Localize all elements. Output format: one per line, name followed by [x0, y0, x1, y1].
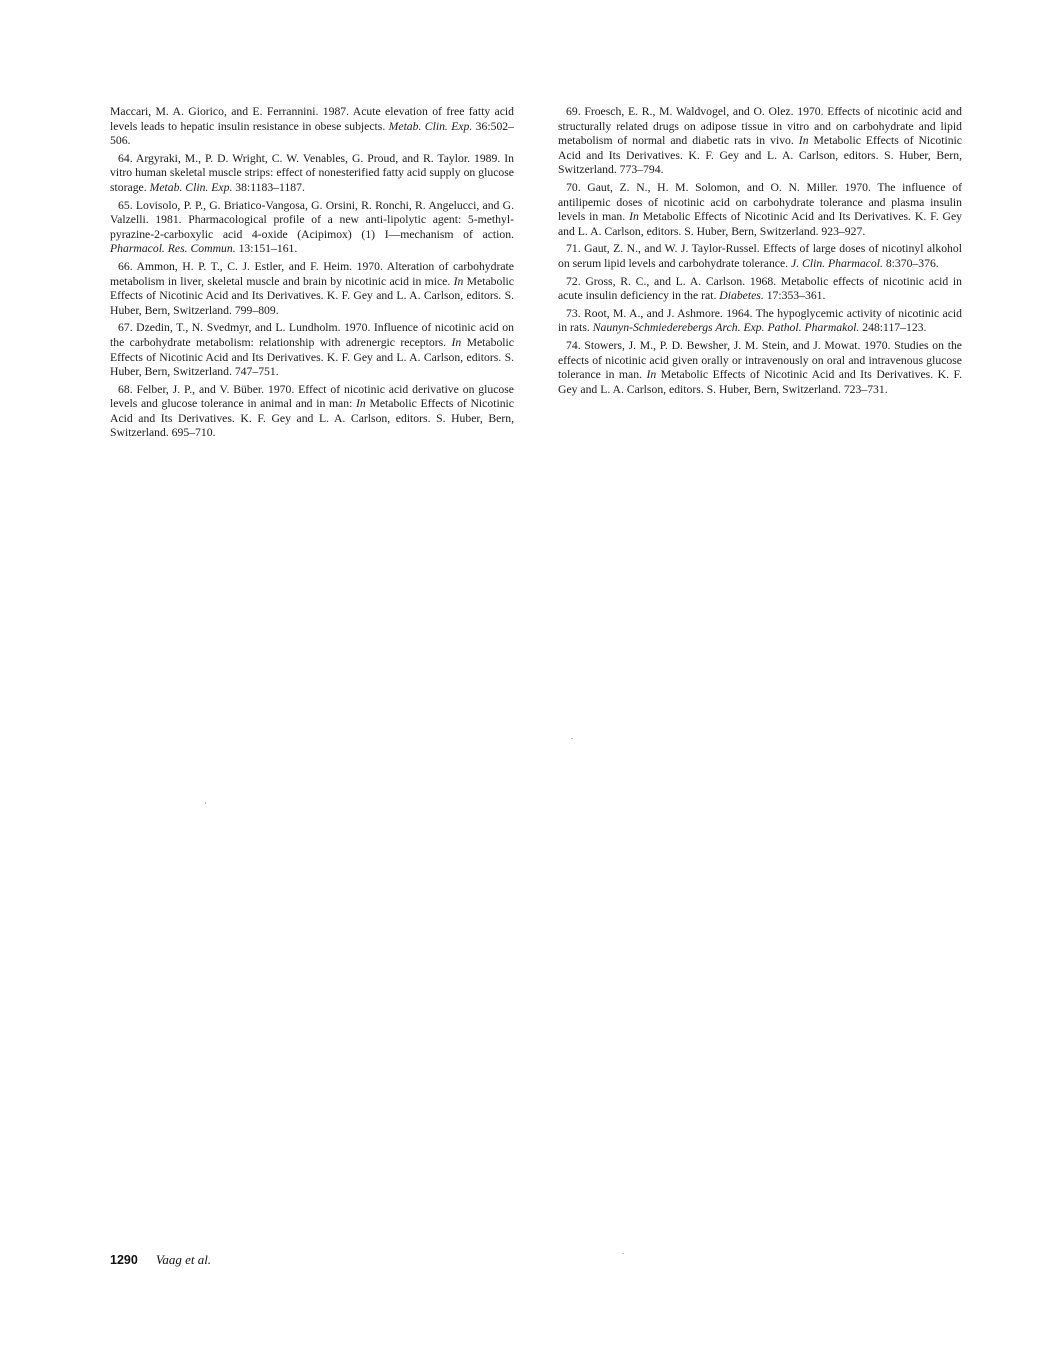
references-left-column	[110, 105, 514, 444]
reference-ref-69	[558, 105, 962, 178]
reference-text: 73. Root, M. A., and J. Ashmore. 1964. The hypoglycemic activity of nicotinic acid in rats.	[558, 306, 962, 335]
running-head: Vaag et al.	[155, 1252, 212, 1267]
reference-ref-70	[558, 181, 962, 239]
reference-ref-64	[110, 152, 514, 196]
reference-text: 71. Gaut, Z. N., and W. J. Taylor-Russel. Effects of large doses of nicotinyl alkohol on serum lipid levels and carbohydrate tolerance.	[558, 242, 962, 270]
references-right-column	[558, 105, 962, 400]
reference-italic-text: J. Clin. Pharmacol.	[791, 256, 883, 270]
scan-speck	[622, 1253, 624, 1254]
reference-text: 69. Froesch, E. R., M. Waldvogel, and O. Olez. 1970. Effects of nicotinic acid and structurally related drugs on adipose tissue in vitro and on carbohydrate and lipid metabolism of normal and diabetic rats in vivo.	[558, 105, 962, 148]
page-footer	[110, 1252, 211, 1268]
reference-text: Maccari, M. A. Giorico, and E. Ferrannini. 1987. Acute elevation of free fatty acid levels leads to hepatic insulin resistance in obese subjects.	[110, 105, 514, 133]
reference-italic-text: In	[356, 397, 366, 411]
reference-ref-71	[558, 242, 962, 271]
reference-italic-text: In	[629, 210, 639, 224]
reference-ref-73	[558, 307, 962, 336]
reference-italic-text: Naunyn-Schmiederebergs Arch. Exp. Pathol. Pharmakol.	[592, 321, 860, 335]
reference-text: 72. Gross, R. C., and L. A. Carlson. 1968. Metabolic effects of nicotinic acid in acute insulin deficiency in the rat.	[558, 274, 962, 303]
reference-italic-text: In	[451, 335, 462, 349]
scan-speck	[571, 738, 573, 739]
reference-text: 8:370–376.	[882, 256, 939, 270]
reference-text: Metabolic Effects of Nicotinic Acid and Its Derivatives. K. F. Gey and L. A. Carlson, editors. S. Huber, Bern, Switzerland. 747–751.	[110, 335, 514, 379]
reference-text: 13:151–161.	[235, 242, 298, 256]
reference-text: Metabolic Effects of Nicotinic Acid and Its Derivatives. K. F. Gey and L. A. Carlson, editors. S. Huber, Bern, Switzerland. 695–710.	[110, 397, 514, 440]
reference-italic-text: In	[798, 134, 809, 148]
reference-italic-text: Metab. Clin. Exp.	[388, 119, 473, 133]
reference-text: 67. Dzedin, T., N. Svedmyr, and L. Lundholm. 1970. Influence of nicotinic acid on the carbohydrate metabolism: relationship with adrenergic receptors.	[110, 321, 514, 349]
scan-speck	[205, 802, 206, 804]
reference-text: 17:353–361.	[763, 289, 826, 303]
reference-italic-text: Metab. Clin. Exp.	[149, 180, 233, 194]
reference-text: 68. Felber, J. P., and V. Büber. 1970. Effect of nicotinic acid derivative on glucose levels and glucose tolerance in animal and in man:	[110, 382, 514, 411]
reference-italic-text: Pharmacol. Res. Commun.	[110, 242, 236, 256]
reference-ref-74	[558, 339, 962, 397]
reference-text: 65. Lovisolo, P. P., G. Briatico-Vangosa, G. Orsini, R. Ronchi, R. Angelucci, and G. Valzelli. 1981. Pharmacological profile of a new anti-lipolytic agent: 5-methyl-pyrazine-2-carboxylic acid 4-oxide (Acipimox) (1) I—mechanism of action.	[110, 198, 514, 241]
reference-ref-65	[110, 199, 514, 257]
reference-text: Metabolic Effects of Nicotinic Acid and Its Derivatives. K. F. Gey and L. A. Carlson, editors. S. Huber, Bern, Switzerland. 773–794.	[558, 134, 962, 177]
reference-ref-72	[558, 275, 962, 304]
reference-italic-text: In	[646, 368, 657, 382]
reference-text: 66. Ammon, H. P. T., C. J. Estler, and F. Heim. 1970. Alteration of carbohydrate metabolism in liver, skeletal muscle and brain by nicotinic acid in mice.	[110, 259, 514, 288]
reference-text: 248:117–123.	[859, 321, 927, 335]
reference-text: 64. Argyraki, M., P. D. Wright, C. W. Venables, G. Proud, and R. Taylor. 1989. In vitro human skeletal muscle strips: effect of nonesterified fatty acid supply on glucose storage.	[110, 151, 514, 194]
reference-ref-66	[110, 260, 514, 318]
page-number: 1290	[110, 1253, 138, 1267]
reference-ref-67	[110, 321, 514, 379]
reference-text: 70. Gaut, Z. N., H. M. Solomon, and O. N. Miller. 1970. The influence of antilipemic doses of nicotinic acid on carbohydrate tolerance and plasma insulin levels in man.	[558, 180, 962, 224]
reference-ref-63-cont	[110, 105, 514, 149]
reference-text: Metabolic Effects of Nicotinic Acid and Its Derivatives. K. F. Gey and L. A. Carlson, editors. S. Huber, Bern, Switzerland. 723–731.	[558, 368, 962, 396]
reference-text: Metabolic Effects of Nicotinic Acid and Its Derivatives. K. F. Gey and L. A. Carlson, editors. S. Huber, Bern, Switzerland. 799–809.	[110, 274, 514, 317]
reference-text: 38:1183–1187.	[232, 180, 305, 194]
reference-text: Metabolic Effects of Nicotinic Acid and Its Derivatives. K. F. Gey and L. A. Carlson, editors. S. Huber, Bern, Switzerland. 923–927.	[558, 210, 962, 238]
reference-italic-text: In	[453, 274, 464, 288]
reference-italic-text: Diabetes.	[719, 289, 764, 303]
reference-text: 74. Stowers, J. M., P. D. Bewsher, J. M. Stein, and J. Mowat. 1970. Studies on the effects of nicotinic acid given orally or intravenously on oral and intravenous glucose tolerance in man.	[558, 338, 962, 382]
reference-text: 36:502–506.	[110, 119, 514, 148]
reference-ref-68	[110, 383, 514, 441]
